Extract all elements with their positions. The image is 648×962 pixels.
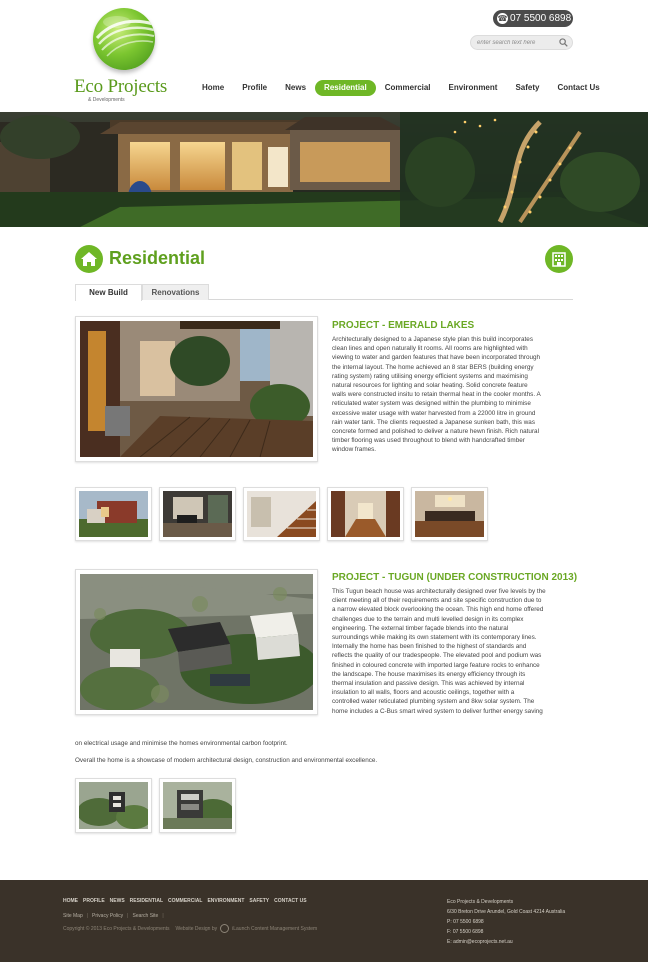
- text-line: engineering. The external timber façade blends into the natural: [332, 624, 509, 632]
- footer-nav-residential[interactable]: RESIDENTIAL: [129, 898, 164, 904]
- footer-contact: [447, 897, 565, 947]
- footer-nav-contact-us[interactable]: CONTACT US: [274, 898, 307, 904]
- phone-number: 07 5500 6898: [510, 13, 572, 24]
- footer-nav-news[interactable]: NEWS: [109, 898, 125, 904]
- divider: |: [86, 913, 89, 919]
- project-title-emerald-lakes: PROJECT - EMERALD LAKES: [332, 320, 475, 331]
- text-line: Architecturally designed to a Japanese style plan this build incorporates: [332, 336, 534, 343]
- thumbnail-kitchen[interactable]: [411, 487, 488, 541]
- text-line: insulation to all walls, floors and acoustic ceilings, together with a: [332, 689, 515, 697]
- tab-new-build[interactable]: New Build: [75, 284, 142, 301]
- text-line: Internally the home has been finished to the highest of standards and: [332, 643, 527, 651]
- company-phone: P: 07 5500 6898: [447, 919, 484, 925]
- footer-nav: [63, 898, 312, 904]
- search-input[interactable]: [477, 37, 559, 48]
- text-line: the internal layout. The home achieved an 8 star BERS (building energy: [332, 363, 534, 371]
- main-nav: [193, 80, 609, 96]
- footer-nav-environment[interactable]: ENVIRONMENT: [207, 898, 245, 904]
- nav-profile[interactable]: Profile: [242, 83, 268, 92]
- text-line: concrete formed and polished to deliver a nature hewn finish. Rich natural: [332, 428, 539, 436]
- logo-globe-icon: [93, 8, 155, 70]
- nav-environment[interactable]: Environment: [448, 83, 498, 92]
- logo-name: Eco Projects: [74, 76, 168, 97]
- phone-icon: ☎: [497, 14, 508, 23]
- footer-link-privacy-policy[interactable]: Privacy Policy: [92, 913, 124, 919]
- text-line: clean lines and open naturally lit rooms. All rooms are highlighted with: [332, 345, 528, 353]
- footer-links: [63, 913, 168, 919]
- copyright-text: Copyright © 2013 Eco Projects & Developments: [63, 925, 170, 932]
- thumbnail-render-2[interactable]: [159, 778, 236, 833]
- footer-link-search-site[interactable]: Search Site: [132, 913, 159, 919]
- company-email[interactable]: E: admin@ecoprojects.net.au: [447, 939, 513, 945]
- footer-copyright-row: [63, 924, 317, 933]
- text-line: thermal insulation and passive design. This was achieved by internal: [332, 680, 525, 688]
- thumbnail-render-1[interactable]: [75, 778, 152, 833]
- project-photo-tugun[interactable]: [75, 569, 318, 715]
- nav-contact-us[interactable]: Contact Us: [557, 83, 600, 92]
- footer-link-site-map[interactable]: Site Map: [63, 913, 83, 919]
- footer-nav-profile[interactable]: PROFILE: [83, 898, 105, 904]
- house-icon: [75, 245, 103, 273]
- thumbnail-stairs[interactable]: [243, 487, 320, 541]
- project-photo-emerald-lakes[interactable]: [75, 316, 318, 462]
- text-line: a narrow elevated block overlooking the ocean. This high end home offered: [332, 606, 544, 614]
- site-footer: [0, 880, 648, 962]
- footer-nav-home[interactable]: HOME: [63, 898, 78, 904]
- project-description-tugun-continued: on electrical usage and minimise the homes environmental carbon footprint.: [75, 740, 288, 747]
- text-line: excessive water usage with water harvested from a 22000 litre in ground: [332, 409, 536, 417]
- company-address: 6/30 Breton Drive Arundel, Gold Coast 4214 Australia: [447, 909, 566, 915]
- text-line: walls were constructed insitu to retain thermal heat in the cooler months. A: [332, 391, 541, 399]
- text-line: reticulated water system was designed within the plumbing to minimise: [332, 400, 531, 408]
- building-icon: [545, 245, 573, 273]
- thumbnail-interior-1[interactable]: [159, 487, 236, 541]
- text-line: finished in coloured concrete with imported large feature rocks to enhance: [332, 661, 540, 669]
- footer-nav-safety[interactable]: SAFETY: [249, 898, 270, 904]
- ilaunch-logo-icon[interactable]: [220, 924, 229, 933]
- text-line: rain water tank. The clients requested a Japanese sunken bath, this was: [332, 418, 536, 426]
- thumbnail-exterior[interactable]: [75, 487, 152, 541]
- text-line: window frames.: [332, 446, 377, 454]
- text-line: controlled water reticulated plumbing system and 8kw solar system. The: [332, 698, 535, 706]
- text-line: challenges due to the terrain and multi levelled design in its complex: [332, 615, 524, 623]
- search-box: [470, 35, 573, 50]
- nav-residential[interactable]: Residential: [315, 80, 376, 96]
- nav-news[interactable]: News: [285, 83, 307, 92]
- company-name: Eco Projects & Developments: [447, 899, 514, 905]
- project-tabs: [75, 284, 573, 300]
- project-closing-statement: Overall the home is a showcase of modern architectural design, construction and environmental excellence.: [75, 757, 378, 764]
- project-description-tugun: [332, 587, 577, 716]
- text-line: This Tugun beach house was architecturally designed over five levels by the: [332, 588, 546, 595]
- text-line: natural resources for lighting and solar heating. Solid concrete feature: [332, 382, 528, 390]
- design-credit-label: Website Design by: [175, 925, 218, 932]
- text-line: surroundings while making its own statement with its contemporary lines.: [332, 634, 537, 642]
- footer-nav-commercial[interactable]: COMMERCIAL: [168, 898, 203, 904]
- logo[interactable]: [74, 8, 184, 104]
- divider: |: [162, 913, 164, 919]
- page-title: Residential: [109, 248, 206, 268]
- thumbnail-hallway[interactable]: [327, 487, 404, 541]
- logo-subtitle: & Developments: [88, 97, 125, 103]
- text-line: client meeting all of their requirements and site specific construction due to: [332, 597, 542, 605]
- text-line: rating system) rating utilising energy efficient systems and maximising: [332, 372, 528, 380]
- phone-badge[interactable]: [493, 10, 573, 27]
- text-line: the landscape. The house maximises its energy efficiency through its: [332, 670, 526, 678]
- nav-commercial[interactable]: Commercial: [384, 83, 431, 92]
- text-line: timber flooring was used throughout to blend with handcrafted timber: [332, 437, 525, 445]
- divider: |: [127, 913, 129, 919]
- nav-home[interactable]: Home: [202, 83, 225, 92]
- search-icon[interactable]: [559, 38, 568, 47]
- nav-safety[interactable]: Safety: [515, 83, 540, 92]
- hero-banner-image: [0, 112, 648, 227]
- text-line: home includes a C-Bus smart wired system to deliver further energy saving: [332, 707, 543, 715]
- tab-renovations[interactable]: Renovations: [142, 284, 209, 300]
- project-title-tugun: PROJECT - TUGUN (UNDER CONSTRUCTION 2013): [332, 572, 578, 583]
- project-description-emerald-lakes: [332, 335, 577, 455]
- site-header: [0, 0, 648, 112]
- company-fax: F: 07 5500 6898: [447, 929, 484, 935]
- text-line: reflects the quality of our tradespeople. The elevated pool and podium was: [332, 652, 542, 660]
- cms-credit-link[interactable]: iLaunch Content Management System: [232, 925, 318, 932]
- text-line: viewing to water and garden features that have been incorporated through: [332, 354, 541, 362]
